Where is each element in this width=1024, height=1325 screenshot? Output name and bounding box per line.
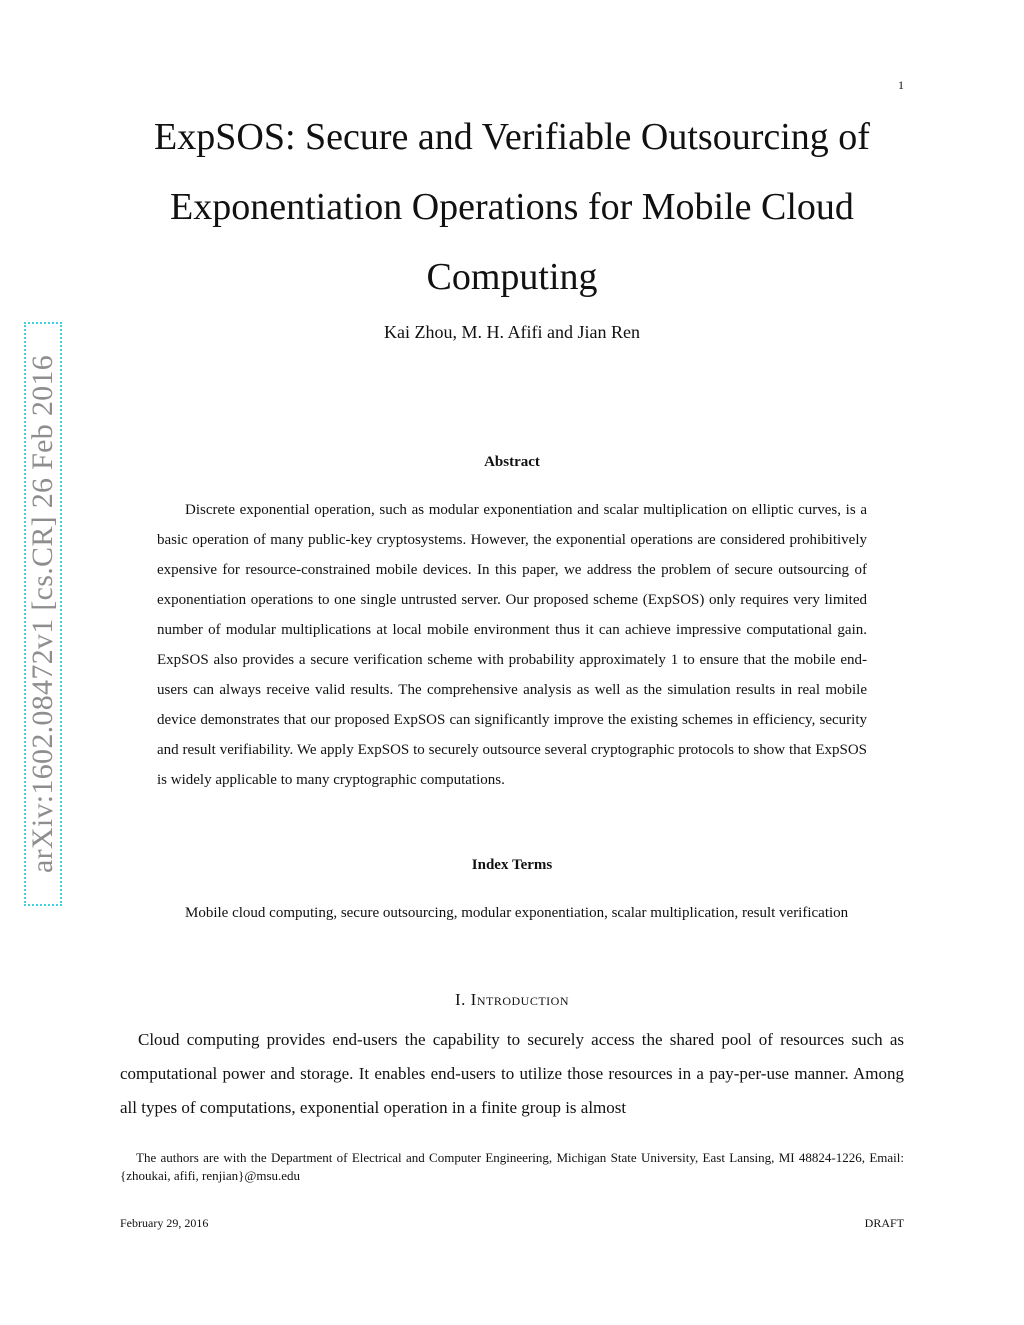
arxiv-identifier: arXiv:1602.08472v1 [cs.CR] 26 Feb 2016 (26, 354, 59, 874)
arxiv-stamp (24, 322, 62, 906)
index-terms-text: Mobile cloud computing, secure outsourcing, modular exponentiation, scalar multiplication, result verification (185, 905, 849, 921)
abstract-text: Discrete exponential operation, such as modular exponentiation and scalar multiplication on elliptic curves, is a basic operation of many public-key cryptosystems. However, the exponential operations are considered prohibitively expensive for resource-constrained mobile devices. In this paper, we address the problem of secure outsourcing of exponentiation operations to one single untrusted server. Our proposed scheme (ExpSOS) only requires very limited number of modular multiplications at local mobile environment thus it can achieve impressive computational gain. ExpSOS also provides a secure verification scheme with probability approximately 1 to ensure that the mobile end-users can always receive valid results. The comprehensive analysis as well as the simulation results in real mobile device demonstrates that our proposed ExpSOS can significantly improve the existing schemes in efficiency, security and result verifiability. We apply ExpSOS to securely outsource several cryptographic protocols to show that ExpSOS is widely applicable to many cryptographic computations. (157, 502, 867, 788)
footer-date: February 29, 2016 (120, 1216, 209, 1230)
introduction-heading: I. Introduction (455, 990, 569, 1009)
abstract-heading: Abstract (484, 454, 540, 470)
page-number: 1 (898, 78, 904, 92)
index-terms-heading: Index Terms (471, 857, 553, 873)
author-list: Kai Zhou, M. H. Afifi and Jian Ren (384, 322, 640, 342)
paper-title: ExpSOS: Secure and Verifiable Outsourcing of Exponentiation Operations for Mobile Cloud Computing (154, 116, 870, 298)
author-footnote: The authors are with the Department of Electrical and Computer Engineering, Michigan State University, East Lansing, MI 48824-1226, Email: {zhoukai, afifi, renjian}@msu.edu (120, 1150, 904, 1183)
footer-draft-label: DRAFT (864, 1216, 904, 1230)
introduction-text: Cloud computing provides end-users the capability to securely access the shared pool of resources such as computational power and storage. It enables end-users to utilize those resources in a pay-per-use manner. Among all types of computations, exponential operation in a finite group is almost (120, 1030, 904, 1117)
